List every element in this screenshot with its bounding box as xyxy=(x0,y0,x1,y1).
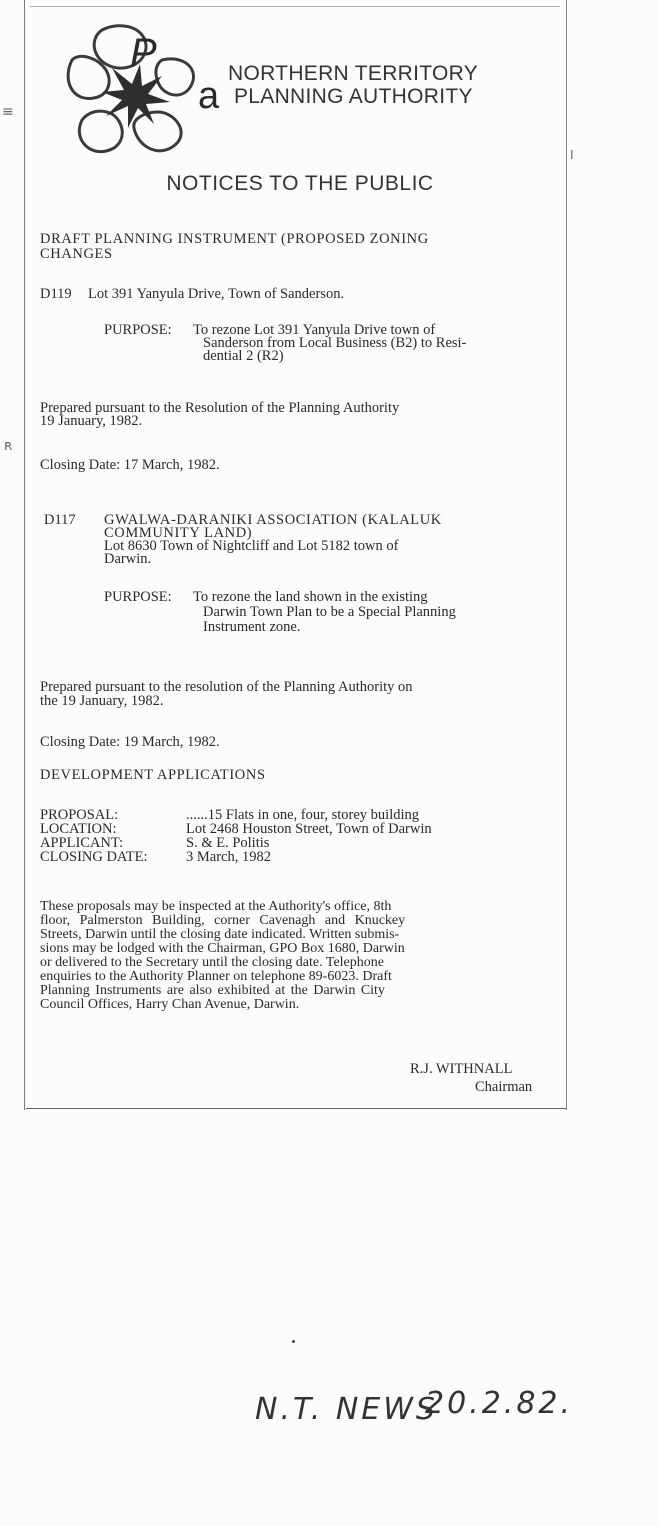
dev-row-value: Lot 2468 Houston Street, Town of Darwin xyxy=(186,821,432,837)
clipping-top-border xyxy=(30,6,560,7)
adjacent-column-mark: ʀ xyxy=(4,438,13,454)
org-name-line2: PLANNING AUTHORITY xyxy=(234,85,473,108)
footer-paragraph-line: Planning Instruments are also exhibited at the Darwin City xyxy=(40,983,385,998)
purpose-label: PURPOSE: xyxy=(104,322,172,338)
adjacent-column-mark: ≡ xyxy=(2,104,14,120)
clipping-right-border xyxy=(566,0,567,1110)
logo-letter-p: P xyxy=(130,31,157,75)
purpose-label: PURPOSE: xyxy=(104,589,172,605)
dev-row-value: ......15 Flats in one, four, storey building xyxy=(186,807,420,823)
purpose-line: Sanderson from Local Business (B2) to Resi- xyxy=(203,335,467,351)
dev-row-value: 3 March, 1982 xyxy=(186,849,271,865)
item-title: Lot 391 Yanyula Drive, Town of Sanderson. xyxy=(88,286,345,302)
footer-paragraph-line: floor, Palmerston Building, corner Cavenagh and Knuckey xyxy=(40,913,406,928)
signatory-name: R.J. WITHNALL xyxy=(410,1061,513,1077)
purpose-line: To rezone Lot 391 Yanyula Drive town of xyxy=(193,322,436,338)
adjacent-column-mark: I xyxy=(570,148,574,162)
dev-row-value: S. & E. Politis xyxy=(186,835,270,851)
item-code: D119 xyxy=(40,286,72,302)
draft-section-heading-line1: DRAFT PLANNING INSTRUMENT (PROPOSED ZONING xyxy=(40,231,429,247)
prepared-line: Prepared pursuant to the resolution of the Planning Authority on xyxy=(40,679,413,695)
footer-paragraph-line: enquiries to the Authority Planner on telephone 89-6023. Draft xyxy=(40,969,392,984)
prepared-line: Prepared pursuant to the Resolution of the Planning Authority xyxy=(40,400,400,416)
item-title-line: GWALWA-DARANIKI ASSOCIATION (KALALUK xyxy=(104,512,442,528)
footer-paragraph-line: These proposals may be inspected at the Authority's office, 8th xyxy=(40,899,392,914)
planning-authority-logo xyxy=(62,20,222,165)
org-name-line1: NORTHERN TERRITORY xyxy=(228,62,479,85)
dev-row-label: LOCATION: xyxy=(40,821,117,837)
clipping-bottom-border xyxy=(26,1108,566,1109)
footer-paragraph-line: Streets, Darwin until the closing date indicated. Written submis- xyxy=(40,927,400,942)
handwritten-date: 20.2.82. xyxy=(425,1386,574,1421)
notices-title: NOTICES TO THE PUBLIC xyxy=(166,172,434,195)
item-title-line: Darwin. xyxy=(104,551,152,567)
footer-paragraph-line: sions may be lodged with the Chairman, GPO Box 1680, Darwin xyxy=(40,941,405,956)
dev-row-label: CLOSING DATE: xyxy=(40,849,148,865)
prepared-line: 19 January, 1982. xyxy=(40,413,143,429)
logo-letter-a: a xyxy=(198,75,220,117)
footer-paragraph-line: or delivered to the Secretary until the closing date. Telephone xyxy=(40,955,384,970)
closing-date: Closing Date: 19 March, 1982. xyxy=(40,734,220,750)
prepared-line: the 19 January, 1982. xyxy=(40,693,164,709)
purpose-line: To rezone the land shown in the existing xyxy=(193,589,428,605)
handwritten-source: N.T. NEWS xyxy=(255,1392,438,1427)
purpose-line: Instrument zone. xyxy=(203,619,301,635)
footer-paragraph-line: Council Offices, Harry Chan Avenue, Darwin. xyxy=(40,997,300,1012)
closing-date: Closing Date: 17 March, 1982. xyxy=(40,457,220,473)
draft-section-heading-line2: CHANGES xyxy=(40,246,113,262)
item-code: D117 xyxy=(44,512,76,528)
development-heading: DEVELOPMENT APPLICATIONS xyxy=(40,767,266,783)
purpose-line: Darwin Town Plan to be a Special Planning xyxy=(203,604,456,620)
dev-row-label: PROPOSAL: xyxy=(40,807,119,823)
clipping-left-border xyxy=(24,0,25,1110)
dev-row-label: APPLICANT: xyxy=(40,835,124,851)
organisation-name xyxy=(228,62,548,108)
ink-dot xyxy=(292,1340,295,1343)
signatory-title: Chairman xyxy=(475,1079,533,1095)
purpose-line: dential 2 (R2) xyxy=(203,348,284,364)
item-title-line: Lot 8630 Town of Nightcliff and Lot 5182 town of xyxy=(104,538,399,554)
item-title-line: COMMUNITY LAND) xyxy=(104,525,253,541)
